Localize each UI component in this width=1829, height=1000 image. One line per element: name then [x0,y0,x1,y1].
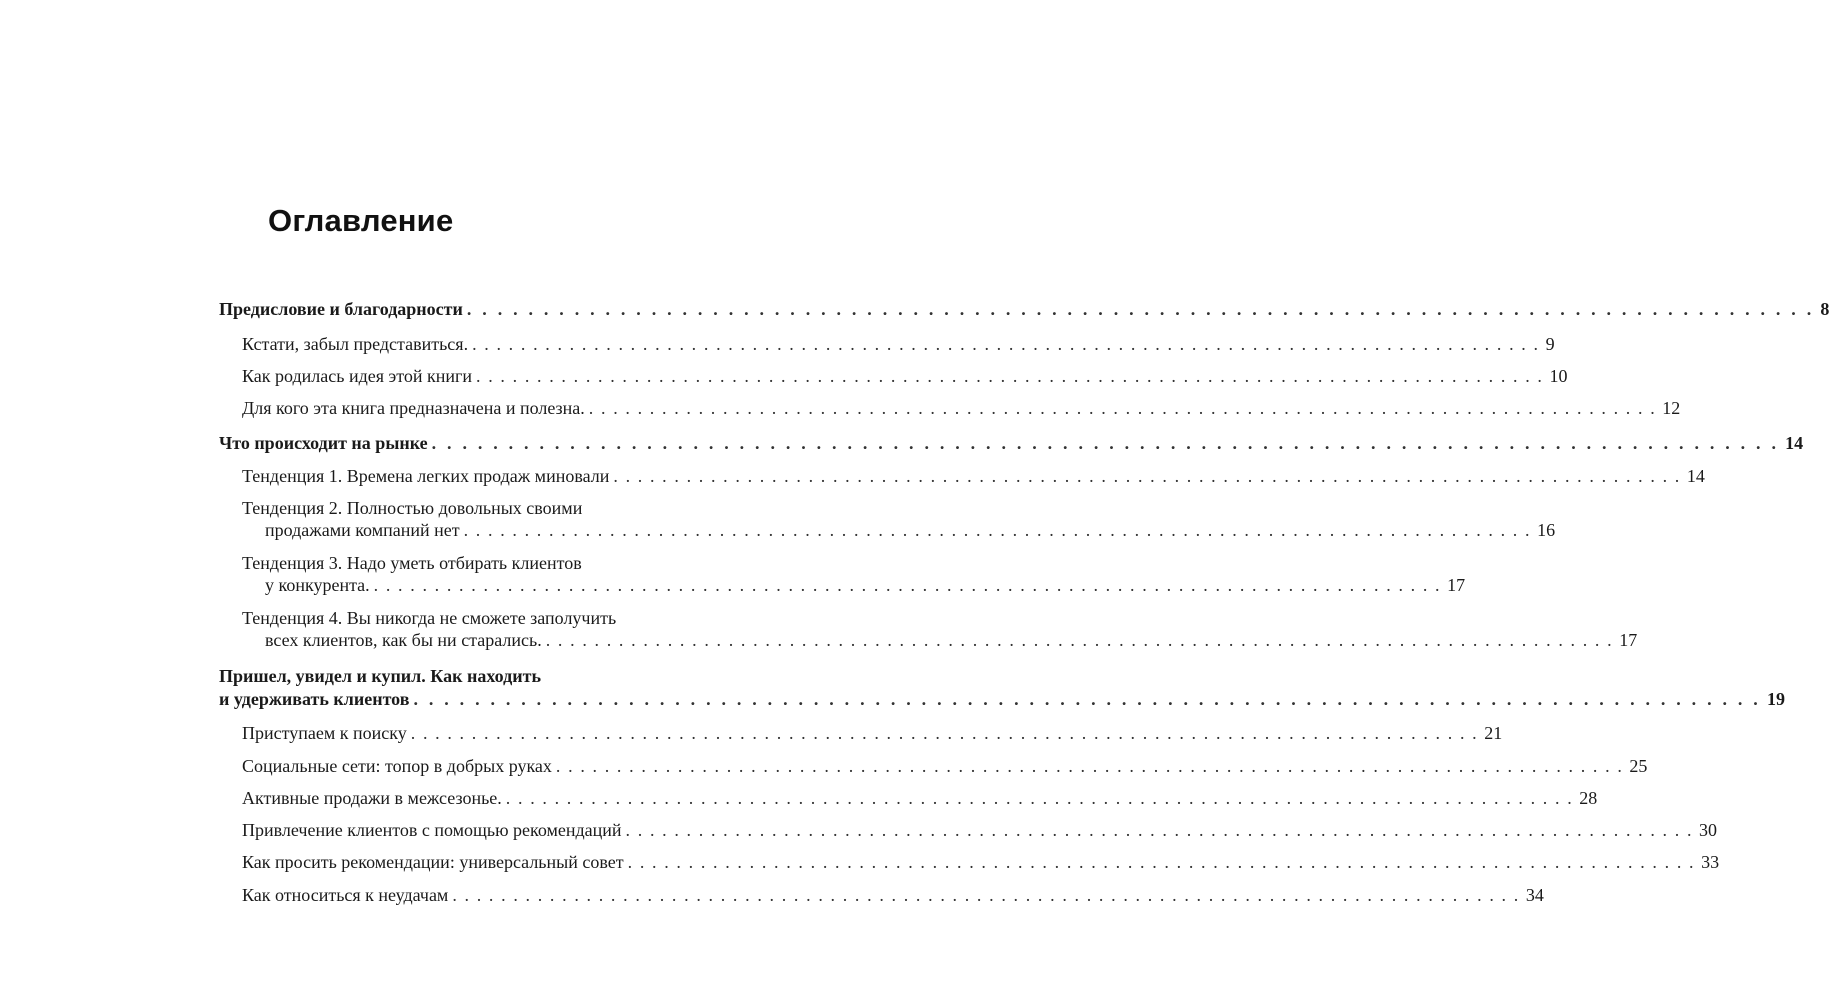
toc-entry-title: Как родилась идея этой книги [242,366,473,386]
toc-entry-title: Тенденция 3. Надо уметь отбирать клиентов [242,553,582,573]
toc-entry-title: Пришел, увидел и купил. Как находить [219,666,541,686]
dot-leader: . . . . . . . . . . . . . . . . . . . . . . . . . . . . . . . . . . . . . . . . . . . . . . . . . . . . . . . . . . . . . . . . . . . . . . . . . . . . . . . . . . . . . . . . [463,520,1532,540]
dot-leader: . . . . . . . . . . . . . . . . . . . . . . . . . . . . . . . . . . . . . . . . . . . . . . . . . . . . . . . . . . . . . . . . . . . . . . . . . . . . . . . . . . . . . . . . [413,689,1761,709]
toc-line [242,722,1503,744]
dot-leader: . . . . . . . . . . . . . . . . . . . . . . . . . . . . . . . . . . . . . . . . . . . . . . . . . . . . . . . . . . . . . . . . . . . . . . . . . . . . . . . . . . . . . . . . [627,852,1696,872]
dot-leader: . . . . . . . . . . . . . . . . . . . . . . . . . . . . . . . . . . . . . . . . . . . . . . . . . . . . . . . . . . . . . . . . . . . . . . . . . . . . . . . . . . . . . . . . [431,433,1780,453]
toc-line [265,629,1638,651]
toc-entry-title: Приступаем к поиску [242,723,407,743]
toc-page-number: 19 [1766,689,1785,709]
toc-page-number: 28 [1579,788,1598,808]
toc-entry-title: у конкурента. [265,575,370,595]
toc-entry-title: Тенденция 2. Полностью довольных своими [242,498,583,518]
toc-page-number: 34 [1525,885,1544,905]
toc-page-number: 9 [1545,334,1555,354]
toc-line [242,365,1568,387]
dot-leader: . . . . . . . . . . . . . . . . . . . . . . . . . . . . . . . . . . . . . . . . . . . . . . . . . . . . . . . . . . . . . . . . . . . . . . . . . . . . . . . . . . . . . . . . [588,398,1657,418]
toc-entry-title: Кстати, забыл представиться. [242,334,469,354]
toc-entry-title: Тенденция 4. Вы никогда не сможете заполучить [242,608,617,628]
dot-leader: . . . . . . . . . . . . . . . . . . . . . . . . . . . . . . . . . . . . . . . . . . . . . . . . . . . . . . . . . . . . . . . . . . . . . . . . . . . . . . . . . . . . . . . . [410,723,1479,743]
dot-leader: . . . . . . . . . . . . . . . . . . . . . . . . . . . . . . . . . . . . . . . . . . . . . . . . . . . . . . . . . . . . . . . . . . . . . . . . . . . . . . . . . . . . . . . . [505,788,1574,808]
dot-leader: . . . . . . . . . . . . . . . . . . . . . . . . . . . . . . . . . . . . . . . . . . . . . . . . . . . . . . . . . . . . . . . . . . . . . . . . . . . . . . . . . . . . . . . . [472,334,1540,354]
toc-page-number: 33 [1701,852,1720,872]
toc-line [242,787,1598,809]
dot-leader: . . . . . . . . . . . . . . . . . . . . . . . . . . . . . . . . . . . . . . . . . . . . . . . . . . . . . . . . . . . . . . . . . . . . . . . . . . . . . . . . . . . . . . . . [476,366,1544,386]
toc-page-number: 25 [1629,756,1648,776]
toc-entry-title: Что происходит на рынке [219,433,428,453]
toc-page-number: 10 [1549,366,1568,386]
toc-line [219,432,1804,454]
toc-entry-title: продажами компаний нет [265,520,460,540]
toc-line [242,397,1681,419]
toc-line [242,333,1555,355]
toc-line [265,574,1466,596]
dot-leader: . . . . . . . . . . . . . . . . . . . . . . . . . . . . . . . . . . . . . . . . . . . . . . . . . . . . . . . . . . . . . . . . . . . . . . . . . . . . . . . . . . . . . . . . [452,885,1520,905]
toc-page-number: 8 [1820,299,1829,319]
toc-entry-title: Социальные сети: топор в добрых руках [242,756,552,776]
toc-line [219,298,1829,320]
toc-entry-title: Тенденция 1. Времена легких продаж миновали [242,466,610,486]
toc-page-number: 12 [1662,398,1681,418]
toc-entry-title: всех клиентов, как бы ни старались. [265,630,542,650]
toc-entry-title: Как просить рекомендации: универсальный совет [242,852,624,872]
toc-entry-title: Активные продажи в межсезонье. [242,788,502,808]
toc-line [242,497,766,519]
toc-page-number: 17 [1619,630,1638,650]
toc-page-number: 21 [1484,723,1503,743]
toc-line [242,465,1705,487]
toc-entry-title: Привлечение клиентов с помощью рекомендаций [242,820,622,840]
toc-page-number: 16 [1537,520,1556,540]
dot-leader: . . . . . . . . . . . . . . . . . . . . . . . . . . . . . . . . . . . . . . . . . . . . . . . . . . . . . . . . . . . . . . . . . . . . . . . . . . . . . . . . . . . . . . . . [466,299,1815,319]
toc-line [265,519,1556,541]
toc-entry-title: Для кого эта книга предназначена и полезна. [242,398,585,418]
toc-line [242,755,1648,777]
dot-leader: . . . . . . . . . . . . . . . . . . . . . . . . . . . . . . . . . . . . . . . . . . . . . . . . . . . . . . . . . . . . . . . . . . . . . . . . . . . . . . . . . . . . . . . . [373,575,1442,595]
dot-leader: . . . . . . . . . . . . . . . . . . . . . . . . . . . . . . . . . . . . . . . . . . . . . . . . . . . . . . . . . . . . . . . . . . . . . . . . . . . . . . . . . . . . . . . . [545,630,1614,650]
toc-page-number: 17 [1447,575,1466,595]
toc-page-number: 30 [1699,820,1718,840]
toc-entry-title: и удерживать клиентов [219,689,410,709]
toc-line [242,819,1718,841]
toc-line [219,688,1785,710]
toc-line [242,851,1720,873]
toc-line [242,884,1544,906]
toc-page-number: 14 [1686,466,1705,486]
page-title: Оглавление [268,203,454,238]
toc-line [219,665,766,687]
toc-page-number: 14 [1785,433,1804,453]
dot-leader: . . . . . . . . . . . . . . . . . . . . . . . . . . . . . . . . . . . . . . . . . . . . . . . . . . . . . . . . . . . . . . . . . . . . . . . . . . . . . . . . . . . . . . . . [555,756,1624,776]
toc-line [242,552,766,574]
toc-entry-title: Как относиться к неудачам [242,885,449,905]
toc-entry-title: Предисловие и благодарности [219,299,463,319]
toc-line [242,607,766,629]
dot-leader: . . . . . . . . . . . . . . . . . . . . . . . . . . . . . . . . . . . . . . . . . . . . . . . . . . . . . . . . . . . . . . . . . . . . . . . . . . . . . . . . . . . . . . . . [625,820,1694,840]
dot-leader: . . . . . . . . . . . . . . . . . . . . . . . . . . . . . . . . . . . . . . . . . . . . . . . . . . . . . . . . . . . . . . . . . . . . . . . . . . . . . . . . . . . . . . . . [613,466,1681,486]
